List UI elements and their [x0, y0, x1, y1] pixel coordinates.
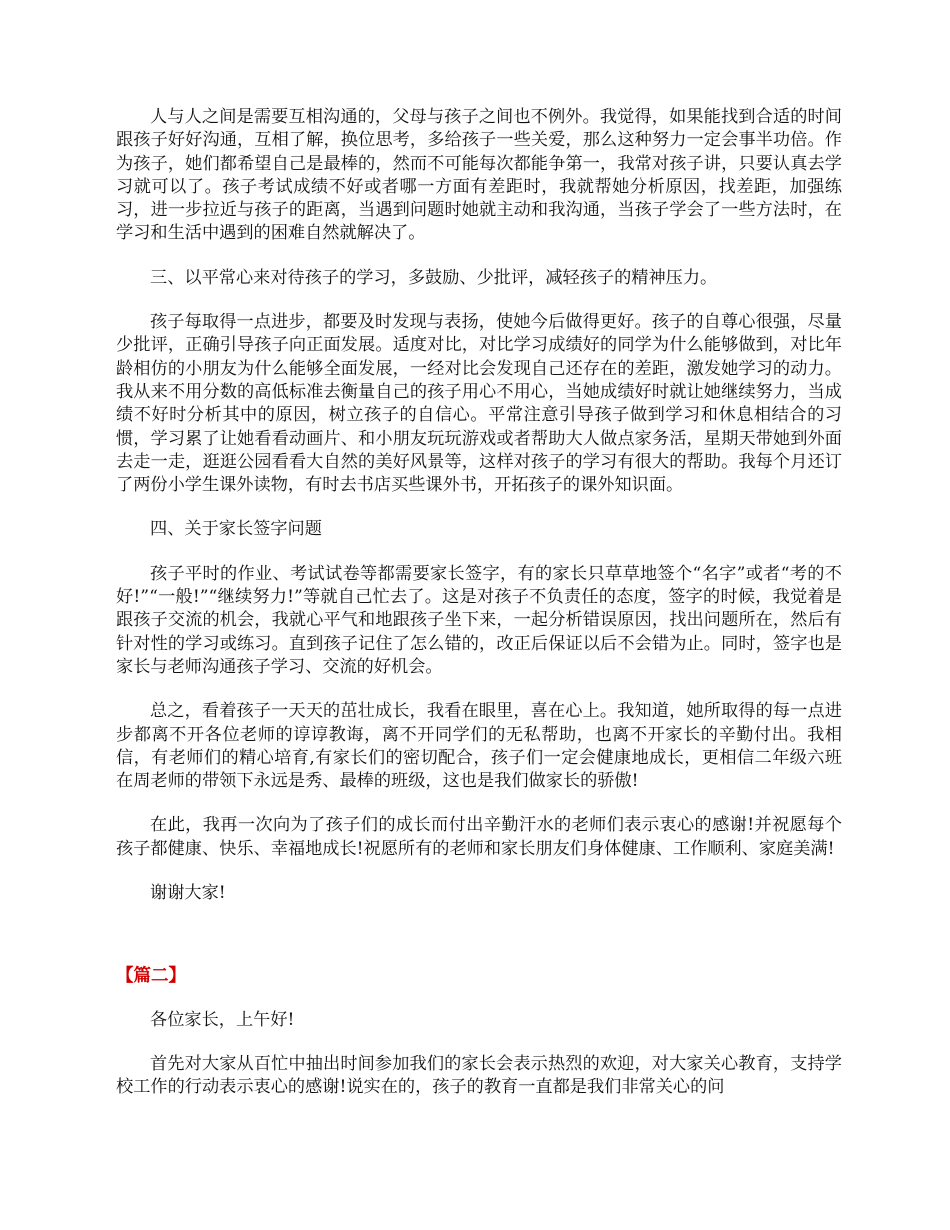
paragraph-parent-signature: 孩子平时的作业、考试试卷等都需要家长签字，有的家长只草草地签个“名字”或者“考的不好!”“一般!”“继续努力!”等就自己忙去了。这是对孩子不负责任的态度，签字的时候，我觉着是跟孩子交流的机会，我就心平气和地跟孩子坐下来，一起分析错误原因，找出问题所在，然后有针对性的学习或练习。直到孩子记住了怎么错的，改正后保证以后不会错为止。同时，签字也是家长与老师沟通孩子学习、交流的好机会。	[116, 563, 842, 677]
heading-section-four: 四、关于家长签字问题	[150, 519, 322, 540]
paragraph-greeting: 各位家长，上午好!	[150, 1009, 295, 1030]
paragraph-encouragement: 孩子每取得一点进步，都要及时发现与表扬，使她今后做得更好。孩子的自尊心很强，尽量少批评，正确引导孩子向正面发展。适度对比，对比学习成绩好的同学为什么能够做到，对比年龄相仿的小朋友为什么能够全面发展，一经对比会发现自己还存在的差距，激发她学习的动力。我从来不用分数的高低标准去衡量自己的孩子用心不用心，当她成绩好时就让她继续努力，当成绩不好时分析其中的原因，树立孩子的自信心。平常注意引导孩子做到学习和休息相结合的习惯，学习累了让她看看动画片、和小朋友玩玩游戏或者帮助大人做点家务活，星期天带她到外面去走一走，逛逛公园看看大自然的美好风景等，这样对孩子的学习有很大的帮助。我每个月还订了两份小学生课外读物，有时去书店买些课外书，开拓孩子的课外知识面。	[116, 312, 842, 496]
document-page	[116, 106, 842, 1121]
paragraph-conclusion: 总之，看着孩子一天天的茁壮成长，我看在眼里，喜在心上。我知道，她所取得的每一点进步都离不开各位老师的谆谆教诲，离不开同学们的无私帮助，也离不开家长的辛勤付出。我相信，有老师们的精心培育,有家长们的密切配合，孩子们一定会健康地成长，更相信二年级六班在周老师的带领下永远是秀、最棒的班级，这也是我们做家长的骄傲!	[116, 701, 842, 792]
section-title-part-two: 【篇二】	[116, 966, 186, 987]
paragraph-thank-you: 谢谢大家!	[150, 883, 226, 904]
paragraph-communication: 人与人之间是需要互相沟通的，父母与孩子之间也不例外。我觉得，如果能找到合适的时间跟孩子好好沟通，互相了解，换位思考，多给孩子一些关爱，那么这种努力一定会事半功倍。作为孩子，她们都希望自己是最棒的，然而不可能每次都能争第一，我常对孩子讲，只要认真去学习就可以了。孩子考试成绩不好或者哪一方面有差距时，我就帮她分析原因，找差距，加强练习，进一步拉近与孩子的距离，当遇到问题时她就主动和我沟通，当孩子学会了一些方法时，在学习和生活中遇到的困难自然就解决了。	[116, 107, 842, 244]
heading-section-three: 三、以平常心来对待孩子的学习，多鼓励、少批评，减轻孩子的精神压力。	[150, 267, 718, 288]
paragraph-thanks-teachers: 在此，我再一次向为了孩子们的成长而付出辛勤汗水的老师们表示衷心的感谢!并祝愿每个孩子都健康、快乐、幸福地成长!祝愿所有的老师和家长朋友们身体健康、工作顺利、家庭美满!	[116, 815, 842, 859]
paragraph-welcome: 首先对大家从百忙中抽出时间参加我们的家长会表示热烈的欢迎，对大家关心教育，支持学校工作的行动表示衷心的感谢!说实在的，孩子的教育一直都是我们非常关心的问	[116, 1053, 842, 1098]
